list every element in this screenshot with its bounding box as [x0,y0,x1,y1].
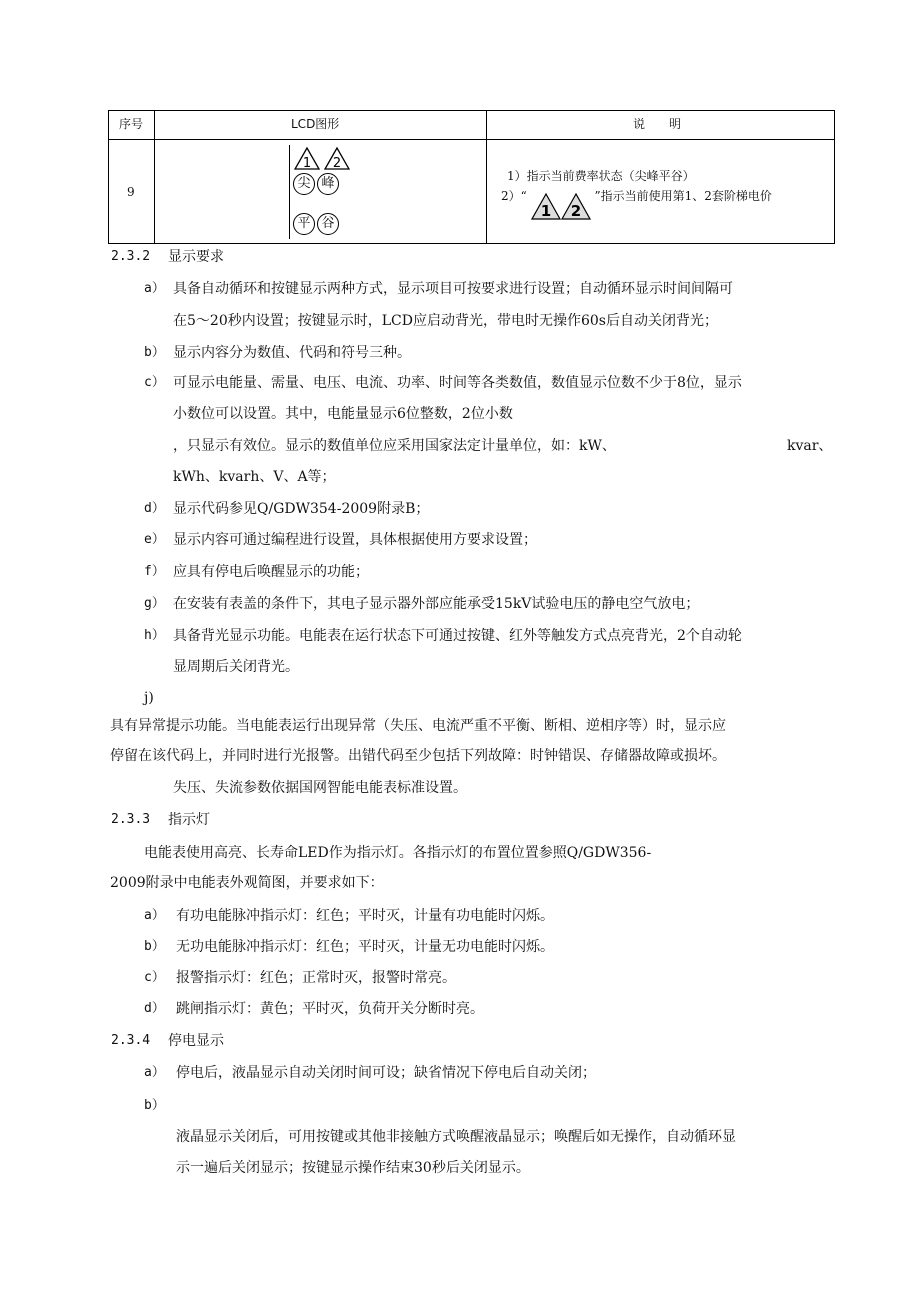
rate-symbols-row2 [293,213,341,235]
list-item-text: 在安装有表盖的条件下，其电子显示器外部应能承受15kV试验电压的静电空气放电； [173,596,700,612]
list-item-text: 液晶显示关闭后，可用按键或其他非接触方式唤醒液晶显示；唤醒后如无操作，自动循环显 [176,1129,736,1145]
list-label: g） [144,596,165,611]
paragraph-line: 2009附录中电能表外观简图，并要求如下： [110,875,384,891]
table-header-lcd: LCD图形 [291,117,340,131]
list-label: b） [144,939,165,954]
desc-triangle-2-label: 2 [570,202,581,220]
triangle-1-label: 1 [302,156,312,171]
list-item-text: 显示代码参见Q/GDW354-2009附录B； [173,501,430,517]
section-heading: 指示灯 [168,812,210,828]
list-label: e） [144,532,165,547]
table-row-number: 9 [127,185,135,199]
list-item-text: 有功电能脉冲指示灯：红色；平时灭，计量有功电能时闪烁。 [176,908,554,924]
list-item-text: 可显示电能量、需量、电压、电流、功率、时间等各类数值，数值显示位数不少于8位，显示 [173,375,742,391]
rate-valley-symbol: 谷 [317,213,339,235]
list-label: d） [144,501,165,516]
list-label: b） [144,345,165,360]
list-label: f） [144,564,165,579]
list-item-text: 跳闸指示灯：黄色；平时灭，负荷开关分断时亮。 [176,1001,484,1017]
description-line-2-suffix: ”指示当前使用第1、2套阶梯电价 [594,189,772,203]
rate-flat-symbol: 平 [293,213,315,235]
list-item-text: 在5～20秒内设置；按键显示时，LCD应启动背光，带电时无操作60s后自动关闭背光； [173,313,718,329]
list-label: c） [144,375,165,390]
list-label: a） [144,908,165,923]
list-label: a） [144,281,165,296]
lcd-graphic [289,145,369,241]
desc-triangle-1-label: 1 [540,202,551,220]
list-label: j) [144,690,154,706]
list-item-text: 无功电能脉冲指示灯：红色；平时灭，计量无功电能时闪烁。 [176,939,554,955]
list-item-text: 应具有停电后唤醒显示的功能； [173,564,369,580]
description-line-2-prefix: 2）“ [501,189,527,203]
list-item-text: 显周期后关闭背光。 [173,659,299,675]
table-header-number: 序号 [119,117,144,131]
list-item-text: 显示内容可通过编程进行设置，具体根据使用方要求设置； [173,532,537,548]
list-item-text: 报警指示灯：红色；正常时灭，报警时常亮。 [176,970,456,986]
list-label: h） [144,628,165,643]
section-number: 2.3.4 [111,1033,151,1048]
list-label: b） [144,1098,165,1113]
section-heading: 停电显示 [168,1033,224,1049]
ladder-triangle-icons [294,147,350,171]
lcd-table [108,110,835,244]
table-column-divider [486,111,487,243]
rate-sharp-symbol: 尖 [293,173,315,195]
list-item-text: 具备自动循环和按键显示两种方式，显示项目可按要求进行设置；自动循环显示时间间隔可 [173,281,733,297]
table-header-description: 说 明 [633,117,682,131]
triangle-2-label: 2 [332,156,342,171]
section-heading: 显示要求 [168,249,224,265]
list-item-text: 显示内容分为数值、代码和符号三种。 [173,345,411,361]
paragraph-line: 具有异常提示功能。当电能表运行出现异常（失压、电流严重不平衡、断相、逆相序等）时，显示应 [110,718,726,734]
list-label: d） [144,1001,165,1016]
table-header-divider [109,139,834,140]
list-item-text: kWh、kvarh、V、A等； [173,469,336,485]
section-number: 2.3.2 [111,249,151,264]
paragraph-line: 失压、失流参数依据国网智能电能表标准设置。 [173,780,467,796]
table-column-divider [154,111,155,243]
description-line-2 [501,189,772,221]
list-item-text: ，只显示有效位。显示的数值单位应采用国家法定计量单位，如：kW、 [173,438,616,454]
list-label: a） [144,1065,165,1080]
list-label: c） [144,970,165,985]
paragraph-line: 停留在该代码上，并同时进行光报警。出错代码至少包括下列故障：时钟错误、存储器故障或损坏。 [110,748,726,764]
description-line-1: 1）指示当前费率状态（尖峰平谷） [507,169,695,183]
list-item-text: kvar、 [787,438,833,454]
list-item-text: 具备背光显示功能。电能表在运行状态下可通过按键、红外等触发方式点亮背光，2个自动轮 [173,628,742,644]
rate-peak-symbol: 峰 [317,173,339,195]
section-number: 2.3.3 [111,812,151,827]
list-item-text: 小数位可以设置。其中，电能量显示6位整数，2位小数 [173,406,513,422]
paragraph-line: 电能表使用高亮、长寿命LED作为指示灯。各指示灯的布置位置参照Q/GDW356- [144,845,652,861]
ladder-triangle-icons [531,193,591,221]
list-item-text: 示一遍后关闭显示；按键显示操作结束30秒后关闭显示。 [176,1160,530,1176]
rate-symbols-row1 [293,173,341,195]
list-item-text: 停电后，液晶显示自动关闭时间可设；缺省情况下停电后自动关闭； [176,1065,596,1081]
